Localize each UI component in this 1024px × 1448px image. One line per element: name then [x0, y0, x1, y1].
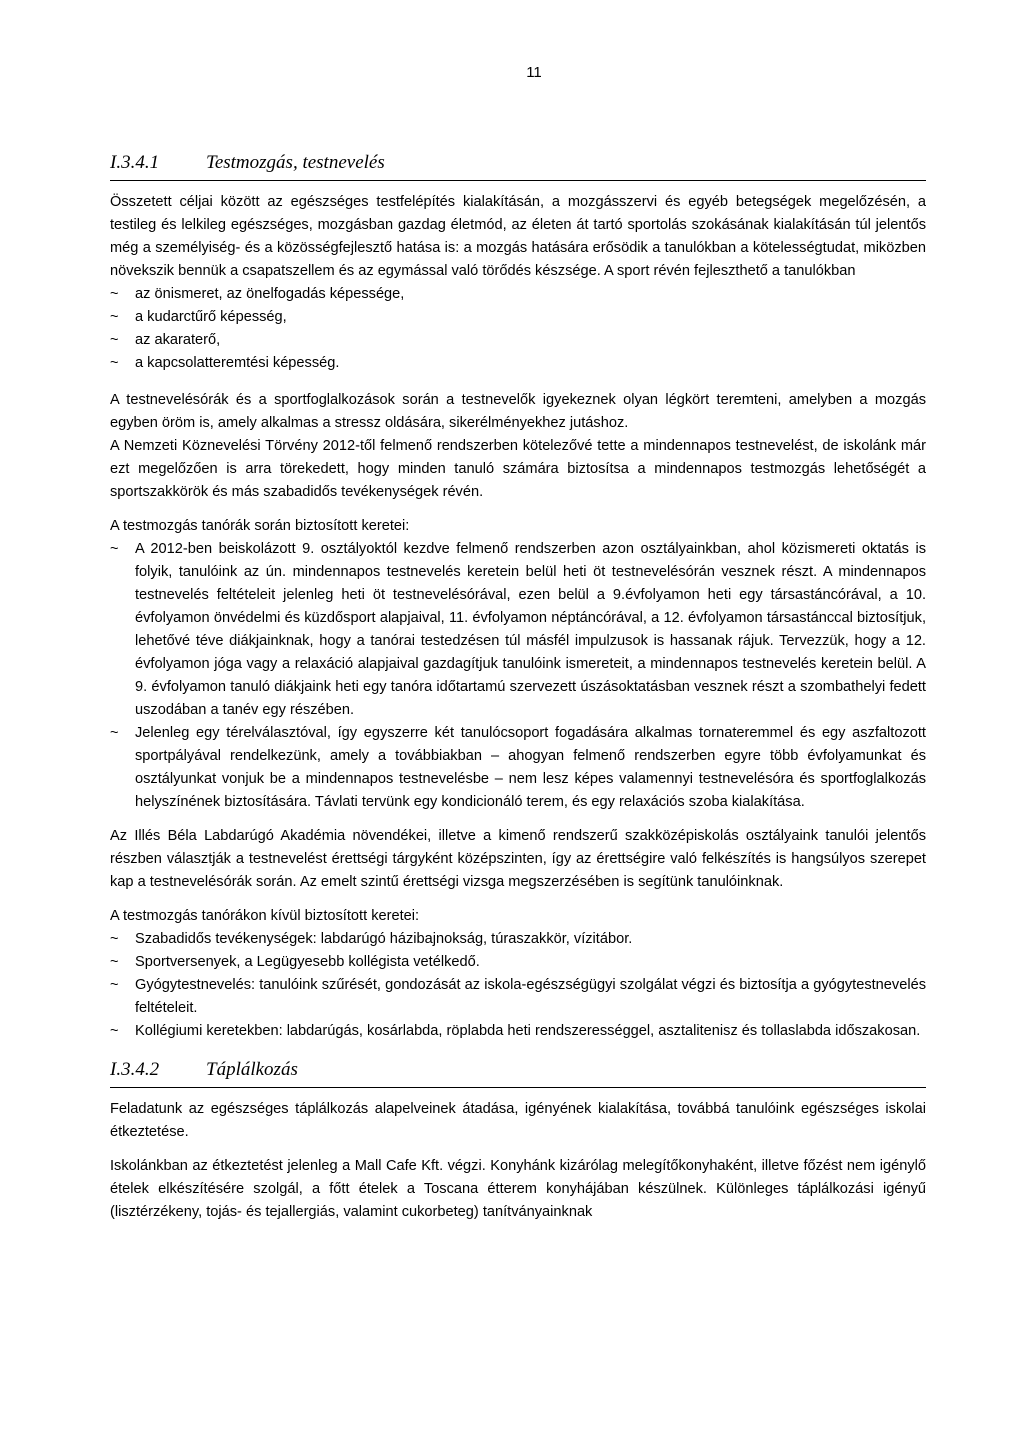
- out-class-heading: A testmozgás tanórákon kívül biztosított keretei:: [110, 908, 420, 924]
- atmosphere-paragraph: A testnevelésórák és a sportfoglalkozások során a testnevelők igyekeznek olyan légkört teremteni, amelyben a mozgás egyben öröm is, amely alkalmas a stressz oldására, sikerélményekhez jutáshoz.: [110, 392, 926, 431]
- in-class-list: [110, 538, 926, 814]
- section-title: Táplálkozás: [206, 1059, 298, 1080]
- page-number: 11: [526, 64, 542, 81]
- document-body: [110, 150, 926, 1224]
- out-class-list: [110, 928, 926, 1043]
- in-class-heading: A testmozgás tanórák során biztosított keretei:: [110, 518, 410, 534]
- section-number: I.3.4.1: [110, 152, 160, 173]
- list-item: ~ Szabadidős tevékenységek: labdarúgó házibajnokság, túraszakkör, vízitábor.: [110, 928, 926, 951]
- list-item: ~ Jelenleg egy térelválasztóval, így egyszerre két tanulócsoport fogadására alkalmas tornateremmel és egy aszfaltozott sportpályával rendelkezünk, amely a továbbiakban – ahogyan felmenő rendszerben egyre több évfolyamunkat és osztályunkat vonjuk be a mindennapos testnevelésbe – nem lesz képes valamennyi testnevelésóra és sportfoglalkozás helyszínének biztosítására. Távlati tervünk egy kondicionáló terem, és egy relaxációs szoba kialakítása.: [110, 722, 926, 814]
- list-item: ~ Gyógytestnevelés: tanulóink szűrését, gondozását az iskola-egészségügyi szolgálat végzi és biztosítja a gyógytestnevelés feltételeit.: [110, 974, 926, 1020]
- list-item: ~ Sportversenyek, a Legügyesebb kollégista vetélkedő.: [110, 951, 926, 974]
- list-item: ~ a kudarctűrő képesség,: [110, 306, 926, 329]
- section-title: Testmozgás, testnevelés: [206, 152, 385, 173]
- academy-paragraph: Az Illés Béla Labdarúgó Akadémia növendékei, illetve a kimenő rendszerű szakközépiskolás osztályaink tanulói jelentős részben választják a testnevelést érettségi tárgyként középszinten, így az érettségire való felkészítés is hangsúlyos szerepet kap a testnevelésórák során. Az emelt szintű érettségi vizsga megszerzésében is segítünk tanulóinknak.: [110, 828, 926, 890]
- section-heading-testmozgas: [110, 150, 926, 181]
- list-item: ~ az önismeret, az önelfogadás képessége,: [110, 283, 926, 306]
- list-item: ~ a kapcsolatteremtési képesség.: [110, 352, 926, 375]
- abilities-list: [110, 283, 926, 375]
- section-number: I.3.4.2: [110, 1059, 160, 1080]
- list-item: ~ A 2012-ben beiskolázott 9. osztályoktól kezdve felmenő rendszerben azon osztályainkban, ahol közismereti oktatás is folyik, tanulóink az ún. mindennapos testnevelés keretein belül heti öt testnevelésórán vesznek részt. A mindennapos testnevelés feltételeit jelenleg heti öt testnevelésórával, ezen belül a 9.évfolyamon heti egy társastáncórával, a 10. évfolyamon önvédelmi és küzdősport alapjaival, 11. évfolyamon néptáncórával, a 12. évfolyamon társastánccal biztosítjuk, lehetővé téve diákjainknak, hogy a tanórai testedzésen túl másfél impulzusok is hassanak rájuk. Tervezzük, hogy a 12. évfolyamon jóga vagy a relaxáció alapjaival gazdagítjuk tanulóink ismereteit, a mindennapos testnevelés keretein belül. A 9. évfolyamon tanuló diákjaink heti egy tanóra időtartamú szervezett úszásoktatásban vesznek részt a szombathelyi fedett uszodában a tanév egy részében.: [110, 538, 926, 722]
- list-item: ~ Kollégiumi keretekben: labdarúgás, kosárlabda, röplabda heti rendszerességgel, asztalitenisz és tollaslabda időszakosan.: [110, 1020, 926, 1043]
- catering-paragraph: Iskolánkban az étkeztetést jelenleg a Mall Cafe Kft. végzi. Konyhánk kizárólag melegítőkonyhaként, illetve főzést nem igénylő ételek elkészítésére szolgál, a főtt ételek a Toscana étterem konyhájában készülnek. Különleges táplálkozási igényű (lisztérzékeny, tojás- és tejallergiás, valamint cukorbeteg) tanítványainknak: [110, 1158, 926, 1220]
- intro-paragraph: Összetett céljai között az egészséges testfelépítés kialakításán, a mozgásszervi és egyéb betegségek megelőzésén, a testileg és lelkileg egészséges, mozgásban gazdag életmód, az életen át tartó sportolás szokásának kialakításán túl jelentős még a személyiség- és a közösségfejlesztő hatása is: a mozgás hatására erősödik a tanulókban a kötelességtudat, miközben növekszik bennük a csapatszellem és az egymással való törődés készsége. A sport révén fejleszthető a tanulókban: [110, 194, 926, 279]
- law-paragraph: A Nemzeti Köznevelési Törvény 2012-től felmenő rendszerben kötelezővé tette a mindennapos testnevelést, de iskolánk már ezt megelőzően is arra törekedett, hogy minden tanuló számára biztosítsa a mindennapos testmozgás lehetőségét a sportszakkörök és más szabadidős tevékenységek révén.: [110, 438, 926, 500]
- section-heading-taplalkozas: [110, 1057, 926, 1088]
- list-item: ~ az akaraterő,: [110, 329, 926, 352]
- task-paragraph: Feladatunk az egészséges táplálkozás alapelveinek átadása, igényének kialakítása, továbbá tanulóink egészséges iskolai étkeztetése.: [110, 1101, 926, 1140]
